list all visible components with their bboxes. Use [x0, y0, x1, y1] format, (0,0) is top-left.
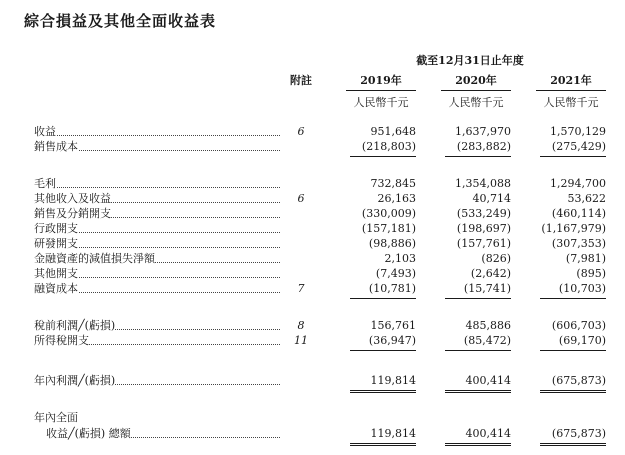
total-rule	[350, 390, 416, 393]
row-label: 收益	[34, 125, 56, 138]
row-label: 研發開支	[34, 237, 78, 250]
column-header-2020	[441, 72, 511, 110]
value-2019: (98,886)	[368, 237, 416, 250]
value-2020: (826)	[481, 252, 511, 265]
table-row	[0, 124, 625, 139]
year-label: 2021年	[536, 72, 606, 91]
value-2021: 53,622	[567, 192, 606, 205]
value-2019: (330,009)	[361, 207, 416, 220]
value-2020: 1,637,970	[455, 125, 511, 138]
value-2021: (7,981)	[565, 252, 606, 265]
value-2021: 1,570,129	[550, 125, 606, 138]
value-2020: 400,414	[465, 427, 511, 440]
row-note: 6	[297, 125, 305, 138]
value-2019: 732,845	[370, 177, 416, 190]
row-note: 8	[297, 319, 305, 332]
year-label: 2019年	[346, 72, 416, 91]
table-row	[0, 318, 625, 333]
value-2020: 40,714	[472, 192, 511, 205]
subtotal-rule	[350, 350, 416, 351]
table-row	[0, 281, 625, 296]
unit-label: 人民幣千元	[448, 96, 504, 109]
value-2021: (675,873)	[551, 427, 606, 440]
value-2019: 119,814	[370, 427, 416, 440]
row-note: 6	[297, 192, 305, 205]
value-2020: (283,882)	[456, 140, 511, 153]
row-label: 其他開支	[34, 267, 78, 280]
subtotal-rule	[445, 156, 511, 157]
value-2021: (10,703)	[558, 282, 606, 295]
table-row	[0, 251, 625, 266]
row-label: 融資成本	[34, 282, 78, 295]
value-2019: 156,761	[370, 319, 416, 332]
value-2020: 485,886	[465, 319, 511, 332]
row-label-prefix: 年內全面	[34, 411, 78, 424]
subtotal-rule	[350, 156, 416, 157]
value-2020: 1,354,088	[455, 177, 511, 190]
value-2019: (7,493)	[375, 267, 416, 280]
unit-label: 人民幣千元	[543, 96, 599, 109]
table-row	[0, 333, 625, 348]
row-label: 行政開支	[34, 222, 78, 235]
row-label: 所得稅開支	[34, 334, 89, 347]
row-label: 其他收入及收益	[34, 192, 111, 205]
column-header-2021	[536, 72, 606, 110]
table-row	[0, 191, 625, 206]
table-row	[0, 139, 625, 154]
subtotal-rule	[350, 298, 416, 299]
value-2021: 1,294,700	[550, 177, 606, 190]
value-2021: (460,114)	[551, 207, 606, 220]
row-note: 7	[297, 282, 305, 295]
table-row	[0, 221, 625, 236]
value-2019: 951,648	[370, 125, 416, 138]
subtotal-rule	[445, 298, 511, 299]
table-row	[0, 373, 625, 388]
value-2020: (85,472)	[463, 334, 511, 347]
value-2021: (895)	[576, 267, 606, 280]
row-label: 銷售及分銷開支	[34, 207, 111, 220]
value-2021: (275,429)	[551, 140, 606, 153]
value-2019: 119,814	[370, 374, 416, 387]
value-2019: (218,803)	[361, 140, 416, 153]
table-row	[0, 236, 625, 251]
value-2021: (606,703)	[551, 319, 606, 332]
value-2021: (69,170)	[558, 334, 606, 347]
value-2019: (10,781)	[368, 282, 416, 295]
row-label: 收益╱(虧損) 總額	[46, 427, 131, 440]
value-2020: 400,414	[465, 374, 511, 387]
subtotal-rule	[445, 350, 511, 351]
table-row	[0, 426, 625, 441]
row-label: 金融資產的減值損失淨額	[34, 252, 155, 265]
total-rule	[350, 443, 416, 446]
table-row	[0, 266, 625, 281]
row-label: 年內利潤╱(虧損)	[34, 374, 116, 387]
row-label: 稅前利潤╱(虧損)	[34, 319, 116, 332]
value-2021: (675,873)	[551, 374, 606, 387]
value-2020: (198,697)	[456, 222, 511, 235]
value-2020: (2,642)	[470, 267, 511, 280]
value-2019: 2,103	[384, 252, 416, 265]
note-column-header: 附註	[290, 74, 312, 87]
row-note: 11	[294, 334, 308, 347]
value-2021: (1,167,979)	[541, 222, 606, 235]
unit-label: 人民幣千元	[353, 96, 409, 109]
year-label: 2020年	[441, 72, 511, 91]
column-header-2019	[346, 72, 416, 110]
period-header: 截至12月31日止年度	[416, 54, 524, 67]
table-row-prefix	[0, 410, 625, 425]
table-row	[0, 176, 625, 191]
row-label: 銷售成本	[34, 140, 78, 153]
statement-title: 綜合損益及其他全面收益表	[24, 12, 217, 30]
total-rule	[445, 443, 511, 446]
total-rule	[540, 443, 606, 446]
value-2020: (157,761)	[456, 237, 511, 250]
subtotal-rule	[540, 298, 606, 299]
value-2020: (15,741)	[463, 282, 511, 295]
value-2020: (533,249)	[456, 207, 511, 220]
table-row	[0, 206, 625, 221]
row-label: 毛利	[34, 177, 56, 190]
value-2019: (36,947)	[368, 334, 416, 347]
value-2019: 26,163	[377, 192, 416, 205]
subtotal-rule	[540, 350, 606, 351]
total-rule	[445, 390, 511, 393]
subtotal-rule	[540, 156, 606, 157]
value-2021: (307,353)	[551, 237, 606, 250]
total-rule	[540, 390, 606, 393]
value-2019: (157,181)	[361, 222, 416, 235]
